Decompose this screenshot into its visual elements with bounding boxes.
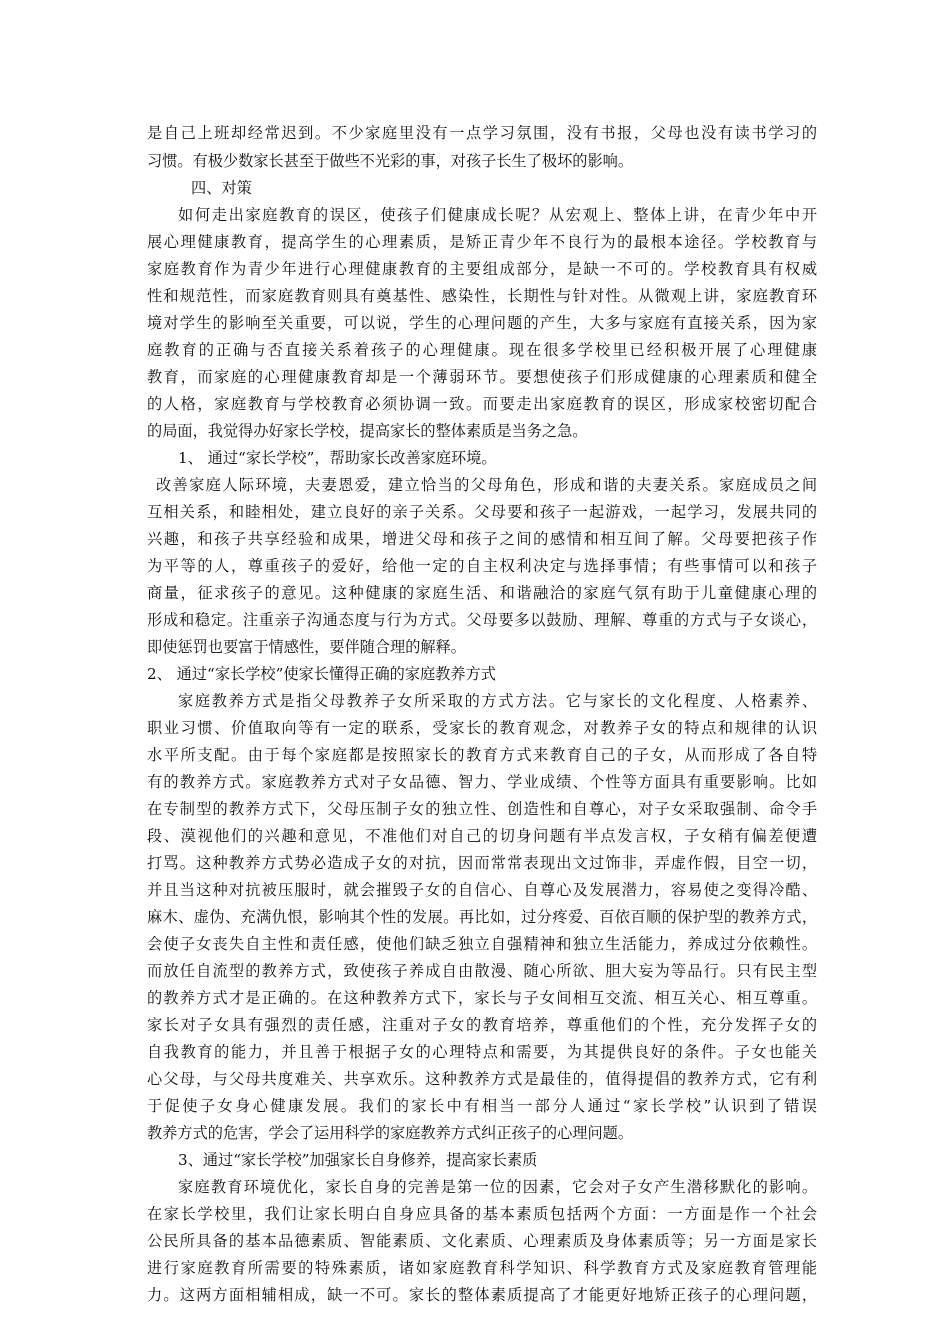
text-line: 习惯。有极少数家长甚至于做些不光彩的事，对孩子长生了极坏的影响。 xyxy=(147,152,633,170)
text-line: 会使子女丧失自主性和责任感，使他们缺乏独立自强精神和独立生活能力，养成过分依赖性。 xyxy=(147,935,817,953)
text-line: 商量，征求孩子的意见。这种健康的家庭生活、和谐融洽的家庭气氛有助于儿童健康心理的 xyxy=(147,584,817,602)
text-line: 教育，而家庭的心理健康教育却是一个薄弱环节。要想使孩子们形成健康的心理素质和健全 xyxy=(147,368,817,386)
text-line: 境对学生的影响至关重要，可以说，学生的心理问题的产生，大多与家庭有直接关系，因为家 xyxy=(147,314,817,332)
text-line: 职业习惯、价值取向等有一定的联系，受家长的教育观念，对教养子女的特点和规律的认识 xyxy=(147,719,817,737)
section-heading: 四、对策 xyxy=(191,179,252,197)
text-line: 于促使子女身心健康发展。我们的家长中有相当一部分人通过“家长学校”认识到了错误 xyxy=(147,1097,817,1115)
text-line: 改善家庭人际环境，夫妻恩爱，建立恰当的父母角色，形成和谐的夫妻关系。家庭成员之间 xyxy=(156,476,817,494)
text-line: 力。这两方面相辅相成，缺一不可。家长的整体素质提高了才能更好地矫正孩子的心理问题， xyxy=(147,1286,817,1304)
text-line: 家庭教育作为青少年进行心理健康教育的主要组成部分，是缺一不可的。学校教育具有权威 xyxy=(147,260,817,278)
text-line: 公民所具备的基本品德素质、智能素质、文化素质、心理素质及身体素质等；另一方面是家长 xyxy=(147,1232,817,1250)
text-line: 在家长学校里，我们让家长明白自身应具备的基本素质包括两个方面：一方面是作一个社会 xyxy=(147,1205,817,1223)
text-line: 段、漠视他们的兴趣和意见，不准他们对自己的切身问题有半点发言权，子女稍有偏差便遭 xyxy=(147,827,817,845)
text-line: 的教养方式才是正确的。在这种教养方式下，家长与子女间相互交流、相互关心、相互尊重。 xyxy=(147,989,817,1007)
text-line: 即使惩罚也要富于情感性，要伴随合理的解释。 xyxy=(147,638,466,656)
text-line: 而放任自流型的教养方式，致使孩子养成自由散漫、随心所欲、胆大妄为等品行。只有民主型 xyxy=(147,962,817,980)
text-line: 在专制型的教养方式下，父母压制子女的独立性、创造性和自尊心，对子女采取强制、命令手 xyxy=(147,800,817,818)
text-line: 兴趣，和孩子共享经验和成果，增进父母和孩子之间的感情和相互间了解。父母要把孩子作 xyxy=(147,530,817,548)
subsection-heading: 3、通过“家长学校”加强家长自身修养，提高家长素质 xyxy=(178,1151,538,1169)
text-line: 家长对子女具有强烈的责任感，注重对子女的教育培养，尊重他们的个性，充分发挥子女的 xyxy=(147,1016,817,1034)
text-line: 并且当这种对抗被压服时，就会摧毁子女的自信心、自尊心及发展潜力，容易使之变得冷酷、 xyxy=(147,881,817,899)
text-line: 心父母，与父母共度难关、共享欢乐。这种教养方式是最佳的，值得提倡的教养方式，它有利 xyxy=(147,1070,817,1088)
text-line: 水平所支配。由于每个家庭都是按照家长的教育方式来教育自己的子女，从而形成了各自特 xyxy=(147,746,817,764)
text-line: 为平等的人，尊重孩子的爱好，给他一定的自主权利决定与选择事情；有些事情可以和孩子 xyxy=(147,557,817,575)
text-line: 展心理健康教育，提高学生的心理素质，是矫正青少年不良行为的最根本途径。学校教育与 xyxy=(147,233,817,251)
text-line: 家庭教育环境优化，家长自身的完善是第一位的因素，它会对子女产生潜移默化的影响。 xyxy=(178,1178,817,1196)
text-line: 麻木、虚伪、充满仇恨，影响其个性的发展。再比如，过分疼爱、百依百顺的保护型的教养方式， xyxy=(147,908,817,926)
text-line: 互相关系，和睦相处，建立良好的亲子关系。父母要和孩子一起游戏，一起学习，发展共同的 xyxy=(147,503,817,521)
text-line: 庭教育的正确与否直接关系着孩子的心理健康。现在很多学校里已经积极开展了心理健康 xyxy=(147,341,817,359)
text-line: 自我教育的能力，并且善于根据子女的心理特点和需要，为其提供良好的条件。子女也能关 xyxy=(147,1043,817,1061)
subsection-heading: 1、 通过“家长学校”，帮助家长改善家庭环境。 xyxy=(178,449,497,467)
text-line: 家庭教养方式是指父母教养子女所采取的方式方法。它与家长的文化程度、人格素养、 xyxy=(178,692,817,710)
text-line: 形成和稳定。注重亲子沟通态度与行为方式。父母要多以鼓励、理解、尊重的方式与子女谈心， xyxy=(147,611,817,629)
text-line: 是自己上班却经常迟到。不少家庭里没有一点学习氛围，没有书报，父母也没有读书学习的 xyxy=(147,124,817,142)
subsection-heading: 2、 通过“家长学校”使家长懂得正确的家庭教养方式 xyxy=(147,665,496,683)
text-line: 性和规范性，而家庭教育则具有奠基性、感染性，长期性与针对性。从微观上讲，家庭教育环 xyxy=(147,287,817,305)
text-line: 教养方式的危害，学会了运用科学的家庭教养方式纠正孩子的心理问题。 xyxy=(147,1124,633,1142)
text-line: 进行家庭教育所需要的特殊素质，诸如家庭教育科学知识、科学教育方式及家庭教育管理能 xyxy=(147,1259,817,1277)
text-line: 的局面，我觉得办好家长学校，提高家长的整体素质是当务之急。 xyxy=(147,422,588,440)
text-line: 如何走出家庭教育的误区，使孩子们健康成长呢？从宏观上、整体上讲，在青少年中开 xyxy=(178,206,817,224)
text-line: 的人格，家庭教育与学校教育必须协调一致。而要走出家庭教育的误区，形成家校密切配合 xyxy=(147,395,817,413)
text-line: 有的教养方式。家庭教养方式对子女品德、智力、学业成绩、个性等方面具有重要影响。比如 xyxy=(147,773,817,791)
text-line: 打骂。这种教养方式势必造成子女的对抗，因而常常表现出文过饰非，弄虚作假，目空一切， xyxy=(147,854,817,872)
